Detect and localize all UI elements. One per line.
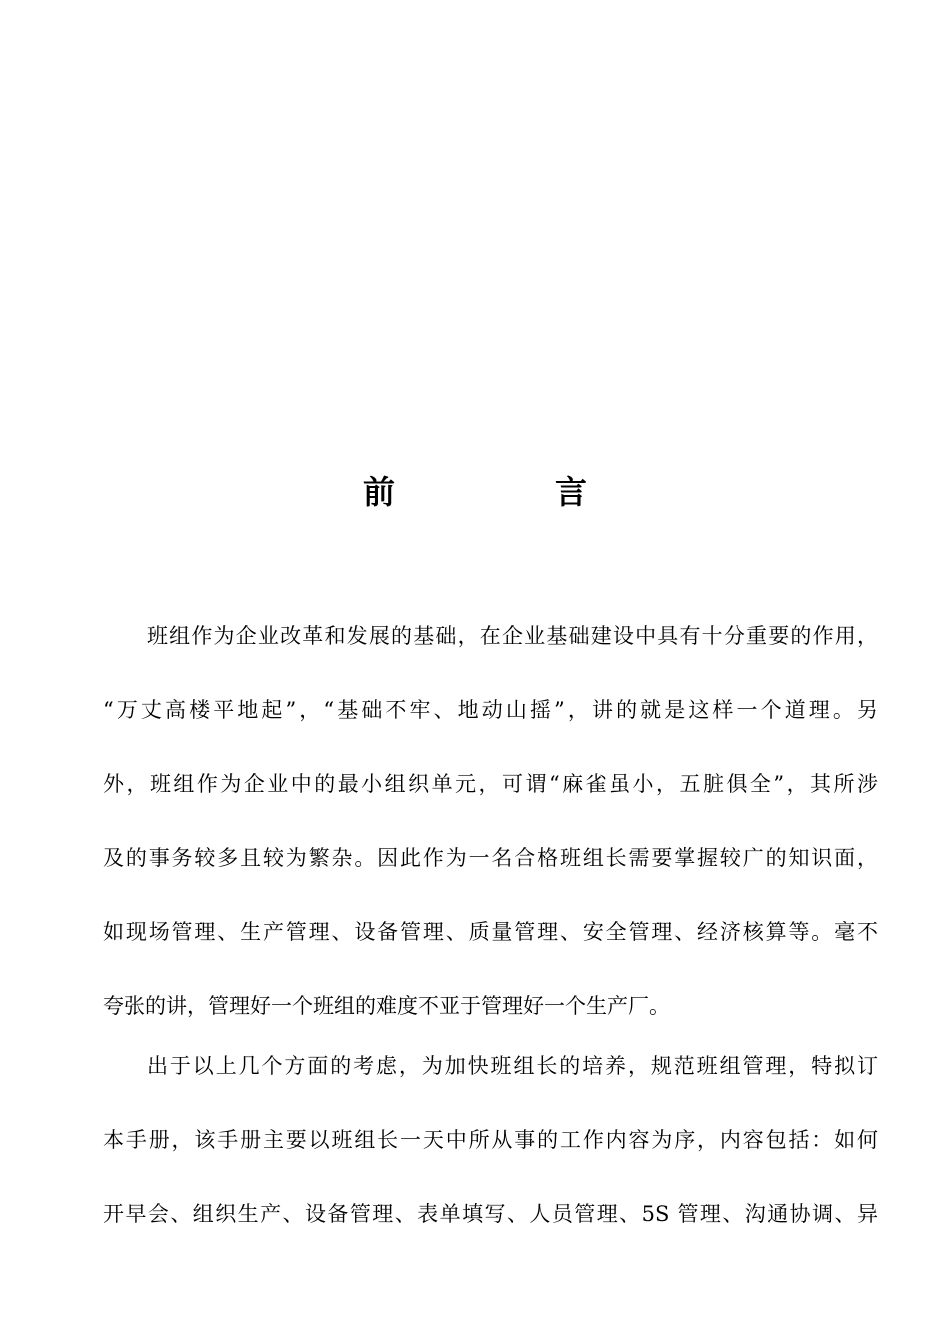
paragraph-line: 出于以上几个方面的考虑，为加快班组长的培养，规范班组管理，特拟订 bbox=[147, 1054, 878, 1078]
page-title: 前 言 bbox=[362, 473, 651, 511]
paragraph-line: 本手册，该手册主要以班组长一天中所从事的工作内容为序，内容包括：如何 bbox=[103, 1128, 878, 1152]
preface-body bbox=[103, 614, 878, 1266]
paragraph-line: 班组作为企业改革和发展的基础，在企业基础建设中具有十分重要的作用， bbox=[147, 624, 878, 648]
paragraph-line: 及的事务较多且较为繁杂。因此作为一名合格班组长需要掌握较广的知识面， bbox=[103, 846, 878, 870]
paragraph-line: 如现场管理、生产管理、设备管理、质量管理、安全管理、经济核算等。毫不 bbox=[103, 920, 878, 944]
paragraph-line: 外，班组作为企业中的最小组织单元，可谓“麻雀虽小，五脏俱全”，其所涉 bbox=[103, 772, 878, 796]
paragraph-line: “万丈高楼平地起”，“基础不牢、地动山摇”，讲的就是这样一个道理。另 bbox=[103, 698, 878, 722]
paragraph-line: 开早会、组织生产、设备管理、表单填写、人员管理、5S 管理、沟通协调、异 bbox=[103, 1202, 878, 1226]
paragraph-line: 夸张的讲，管理好一个班组的难度不亚于管理好一个生产厂。 bbox=[103, 994, 670, 1018]
